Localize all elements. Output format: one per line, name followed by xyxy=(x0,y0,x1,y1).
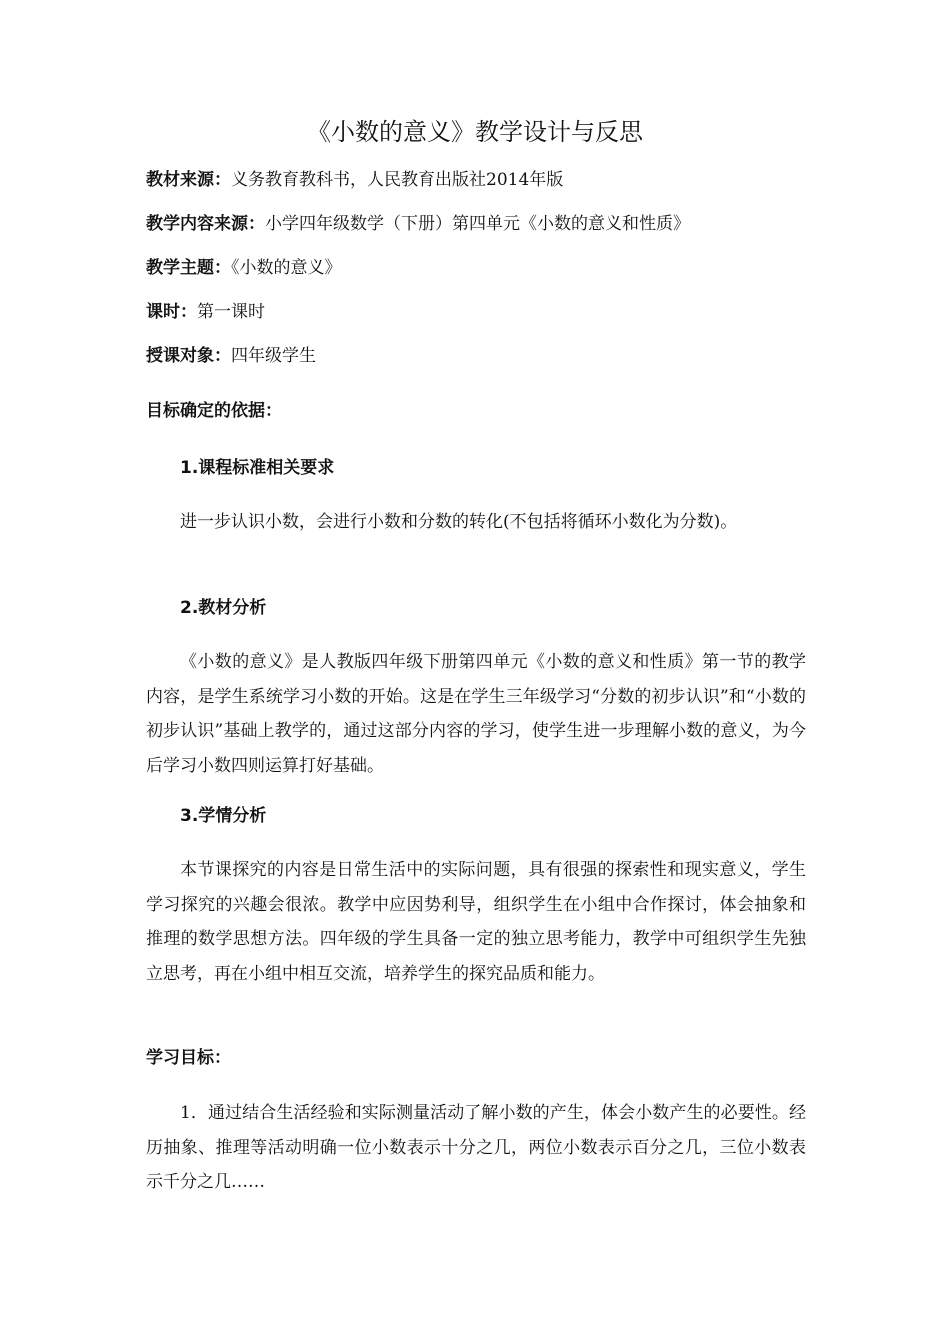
meta-content-source xyxy=(146,212,690,236)
basis-heading: 目标确定的依据： xyxy=(146,401,282,421)
meta-label: 教学内容来源： xyxy=(146,214,265,234)
meta-label: 教材来源： xyxy=(146,170,231,190)
document-title: 《小数的意义》教学设计与反思 xyxy=(307,118,643,146)
meta-lesson-period xyxy=(146,300,265,324)
section-heading-curriculum: 1.课程标准相关要求 xyxy=(180,458,335,478)
meta-value: 四年级学生 xyxy=(231,346,316,366)
meta-label: 授课对象： xyxy=(146,346,231,366)
goals-heading: 学习目标： xyxy=(146,1048,231,1068)
meta-label: 课时： xyxy=(146,302,197,322)
section-body-textbook: 《小数的意义》是人教版四年级下册第四单元《小数的意义和性质》第一节的教学内容，是学生系统学习小数的开始。这是在学生三年级学习“分数的初步认识”和“小数的初步认识”基础上教学的，通过这部分内容的学习，使学生进一步理解小数的意义，为今后学习小数四则运算打好基础。 xyxy=(146,652,806,776)
meta-topic xyxy=(146,256,342,280)
meta-value: 第一课时 xyxy=(197,302,265,322)
meta-label: 教学主题： xyxy=(146,258,231,278)
meta-value: 义务教育教科书，人民教育出版社2014年版 xyxy=(231,170,564,190)
meta-textbook-source xyxy=(146,168,563,192)
meta-value: 《小数的意义》 xyxy=(231,258,342,278)
meta-value: 小学四年级数学（下册）第四单元《小数的意义和性质》 xyxy=(265,214,690,234)
section-heading-textbook: 2.教材分析 xyxy=(180,598,267,618)
section-heading-learners: 3.学情分析 xyxy=(180,806,267,826)
section-body-curriculum: 进一步认识小数，会进行小数和分数的转化(不包括将循环小数化为分数)。 xyxy=(180,512,738,532)
section-body-learners: 本节课探究的内容是日常生活中的实际问题，具有很强的探索性和现实意义，学生学习探究的兴趣会很浓。教学中应因势利导，组织学生在小组中合作探讨，体会抽象和推理的数学思想方法。四年级的学生具备一定的独立思考能力，教学中可组织学生先独立思考，再在小组中相互交流，培养学生的探究品质和能力。 xyxy=(146,860,806,984)
goal-item: 1．通过结合生活经验和实际测量活动了解小数的产生，体会小数产生的必要性。经历抽象、推理等活动明确一位小数表示十分之几，两位小数表示百分之几，三位小数表示千分之几…… xyxy=(146,1103,806,1192)
meta-audience xyxy=(146,344,316,368)
